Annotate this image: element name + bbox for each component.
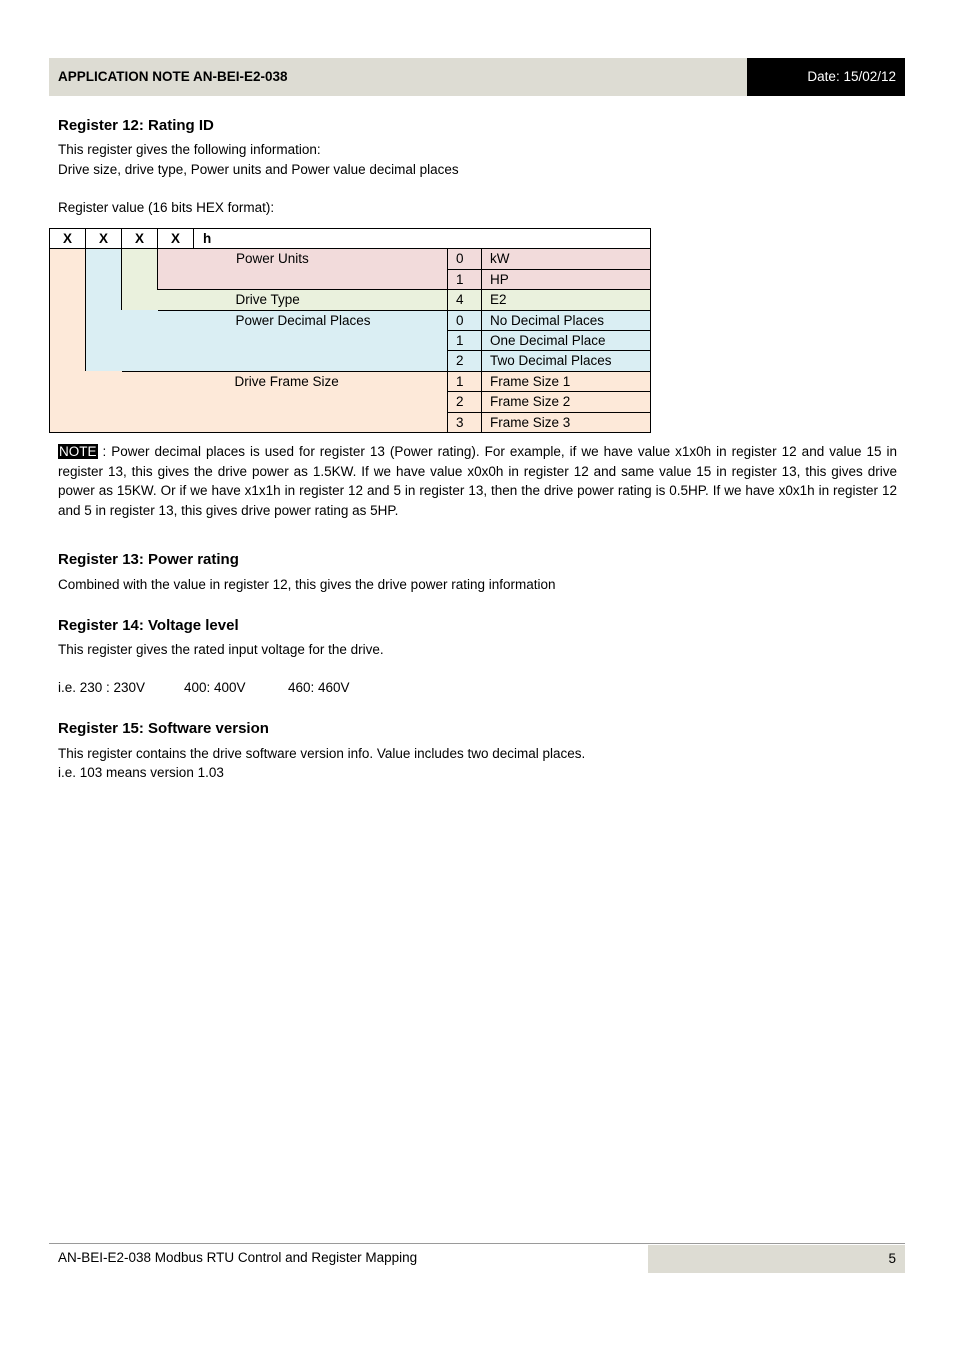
table-row xyxy=(50,249,651,269)
hex-suffix: h xyxy=(194,229,651,249)
reg14-heading: Register 14: Voltage level xyxy=(58,617,239,634)
reg12-line1: This register gives the following information: xyxy=(58,142,321,157)
code-desc: Frame Size 2 xyxy=(482,392,651,412)
code-desc: HP xyxy=(482,269,651,289)
power-units-label: Power Units xyxy=(158,249,448,290)
hex-digit: X xyxy=(122,229,158,249)
code-value: 0 xyxy=(448,249,482,269)
code-value: 2 xyxy=(448,351,482,371)
reg13-heading: Register 13: Power rating xyxy=(58,551,239,568)
page-number: 5 xyxy=(648,1245,905,1273)
code-value: 0 xyxy=(448,310,482,330)
page-footer xyxy=(49,1243,905,1273)
table-row xyxy=(50,371,651,391)
rating-id-table xyxy=(49,228,651,433)
header-title: APPLICATION NOTE AN-BEI-E2-038 xyxy=(58,69,288,84)
table-row xyxy=(50,310,651,330)
hex-digit: X xyxy=(86,229,122,249)
footer-text: AN-BEI-E2-038 Modbus RTU Control and Register Mapping xyxy=(58,1250,418,1265)
code-desc: Frame Size 1 xyxy=(482,371,651,391)
reg15-heading: Register 15: Software version xyxy=(58,720,269,737)
voltage-example-230: i.e. 230 : 230V xyxy=(58,680,146,695)
code-value: 2 xyxy=(448,392,482,412)
code-desc: Two Decimal Places xyxy=(482,351,651,371)
drive-type-label: Drive Type xyxy=(158,290,448,310)
code-value: 4 xyxy=(448,290,482,310)
frame-size-label: Drive Frame Size xyxy=(86,371,448,432)
hex-row xyxy=(50,229,651,249)
note-text: : Power decimal places is used for register 13 (Power rating). For example, if we have value x1x0h in register 12 and value 15 in register 13, this gives the drive power as 1.5KW. If we have value x0x0h in register 12 and same value 15 in register 13, this gives drive power as 15KW. Or if we have x1x1h in register 12 and 5 in register 13, then the drive power rating is 0.5HP. If we have x0x1h in register 12 and 5 in register 13, this gives drive power rating as 5HP. xyxy=(58,444,897,518)
note-tag: NOTE xyxy=(59,444,97,459)
code-value: 1 xyxy=(448,371,482,391)
reg15-line1: This register contains the drive software version info. Value includes two decimal places. xyxy=(58,746,586,761)
page-header xyxy=(49,58,905,96)
reg12-line2: Drive size, drive type, Power units and Power value decimal places xyxy=(58,162,459,177)
reg14-line1: This register gives the rated input voltage for the drive. xyxy=(58,642,384,657)
hex-digit: X xyxy=(50,229,86,249)
voltage-example-460: 460: 460V xyxy=(288,680,350,695)
header-date: Date: 15/02/12 xyxy=(747,58,905,96)
code-desc: One Decimal Place xyxy=(482,330,651,350)
code-desc: No Decimal Places xyxy=(482,310,651,330)
note-paragraph xyxy=(58,442,897,520)
code-value: 3 xyxy=(448,412,482,432)
code-desc: E2 xyxy=(482,290,651,310)
reg12-heading: Register 12: Rating ID xyxy=(58,117,214,134)
code-desc: kW xyxy=(482,249,651,269)
code-desc: Frame Size 3 xyxy=(482,412,651,432)
hex-digit: X xyxy=(158,229,194,249)
code-value: 1 xyxy=(448,330,482,350)
reg15-line2: i.e. 103 means version 1.03 xyxy=(58,765,224,780)
decimal-places-label: Power Decimal Places xyxy=(122,310,448,371)
reg13-line1: Combined with the value in register 12, this gives the drive power rating information xyxy=(58,577,556,592)
reg12-format-label: Register value (16 bits HEX format): xyxy=(58,200,275,215)
code-value: 1 xyxy=(448,269,482,289)
voltage-example-400: 400: 400V xyxy=(184,680,246,695)
